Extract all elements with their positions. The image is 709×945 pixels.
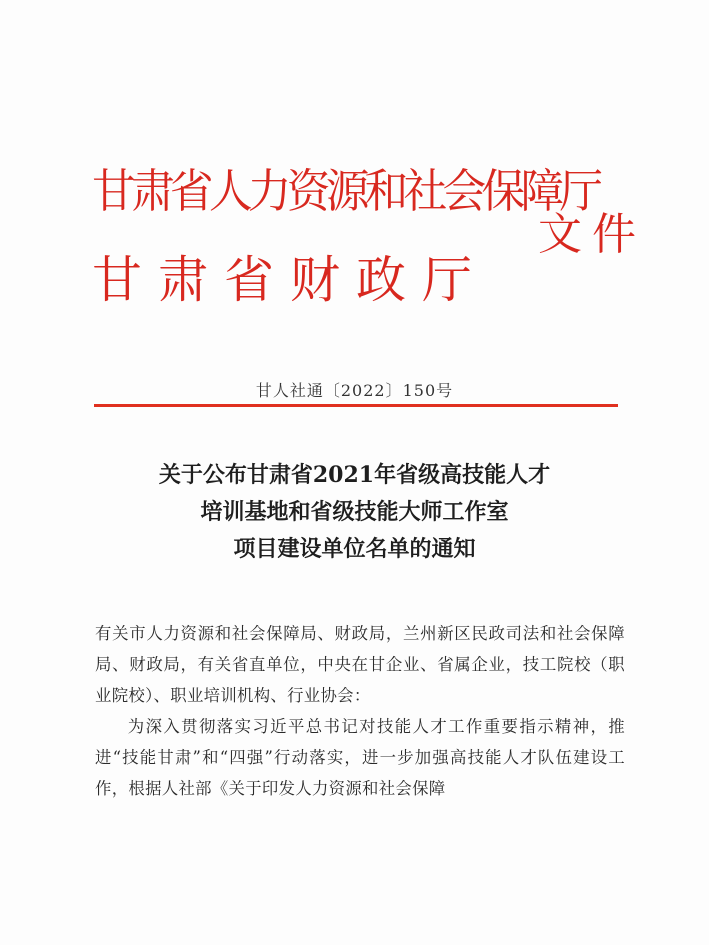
document-number: 甘人社通〔2022〕150号 [255,381,454,400]
body-paragraph-1: 为深入贯彻落实习近平总书记对技能人才工作重要指示精神，推进“技能甘肃”和“四强”行动落实，进一步加强高技能人才队伍建设工作，根据人社部《关于印发人力资源和社会保障 [95,717,625,798]
document-title [0,457,709,568]
red-separator-line [94,404,618,407]
title-line-1: 关于公布甘肃省2021年省级高技能人才 [158,462,551,488]
document-body [95,618,625,804]
addressees-paragraph: 有关市人力资源和社会保障局、财政局，兰州新区民政司法和社会保障局、财政局，有关省直单位，中央在甘企业、省属企业，技工院校（职业院校）、职业培训机构、行业协会： [95,624,625,705]
issuer-name-hrss: 甘肃省人力资源和社会保障厅 [92,164,599,218]
issuer-name-finance: 甘肃省财政厅 [92,251,488,309]
document-type-label: 文件 [538,209,646,260]
title-line-2: 培训基地和省级技能大师工作室 [200,499,509,525]
title-line-3: 项目建设单位名单的通知 [233,536,476,562]
